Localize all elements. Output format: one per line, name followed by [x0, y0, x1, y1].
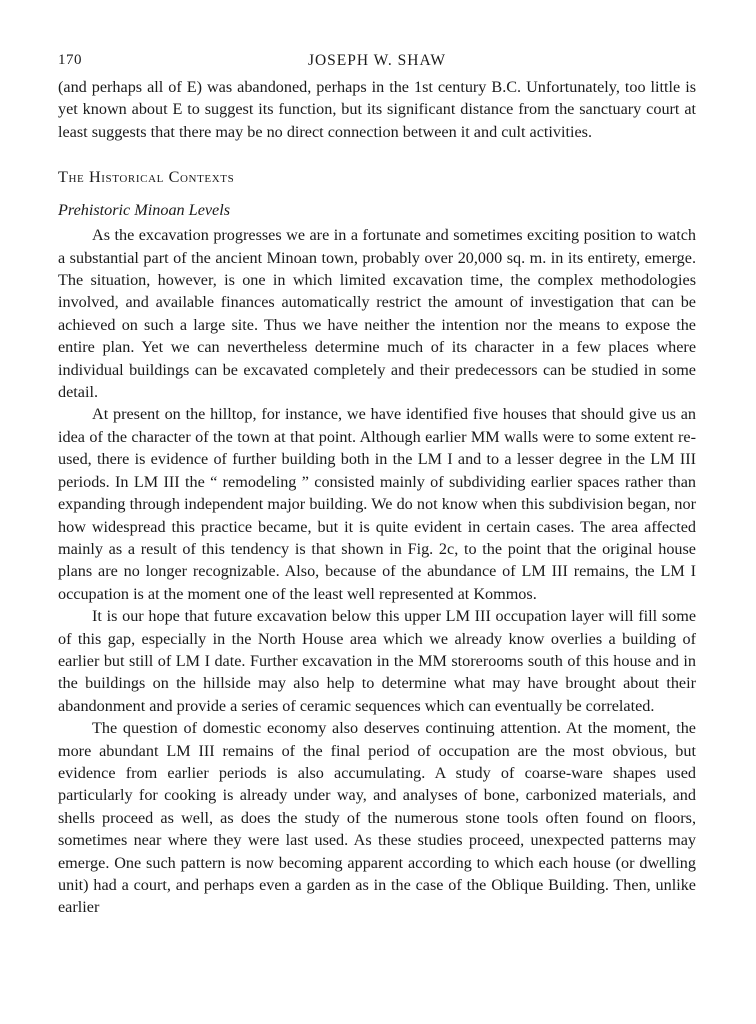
- paragraph: As the excavation progresses we are in a fortunate and sometimes exciting position to watch a substantial part of the ancient Minoan town, probably over 20,000 sq. m. in its entirety, emerge. The situation, however, is one in which limited excavation time, the complex methodologies involved, and available finances automatically restrict the amount of investigation that can be achieved on such a large site. Thus we have neither the intention nor the means to expose the entire plan. Yet we can nevertheless determine much of its character in a few places where individual buildings can be excavated completely and their predecessors can be studied in some detail.: [58, 226, 696, 402]
- page: [58, 50, 696, 919]
- body-text: [58, 76, 696, 919]
- paragraph-continued: (and perhaps all of E) was abandoned, perhaps in the 1st century B.C. Unfortunately, too little is yet known about E to suggest its function, but its significant distance from the sanctuary court at least suggests that there may be no direct connection between it and cult activities.: [58, 78, 696, 141]
- running-title-author: JOSEPH W. SHAW: [307, 52, 447, 69]
- paragraph: At present on the hilltop, for instance, we have identified five houses that should give us an idea of the character of the town at that point. Although earlier MM walls were to some extent re-used, there is evidence of further building both in the LM I and to a lesser degree in the LM III periods. In LM III the “ remodeling ” consisted mainly of subdividing earlier spaces rather than expanding through independent major building. We do not know when this subdivision began, nor how widespread this practice became, but it is quite evident in certain cases. The area affected mainly as a result of this tendency is that shown in Fig. 2c, to the point that the original house plans are no longer recognizable. Also, because of the abundance of LM III remains, the LM I occupation is at the moment one of the least well represented at Kommos.: [58, 405, 696, 603]
- running-head: [58, 50, 696, 76]
- paragraph: The question of domestic economy also deserves continuing attention. At the moment, the more abundant LM III remains of the final period of occupation are the most obvious, but evidence from earlier periods is also accumulating. A study of coarse-ware shapes used particularly for cooking is already under way, and analyses of bone, carbonized materials, and shells proceed as well, as does the study of the numerous stone tools often found on floors, sometimes near where they were last used. As these studies proceed, unexpected patterns may emerge. One such pattern is now becoming apparent according to which each house (or dwelling unit) had a court, and perhaps even a garden as in the case of the Oblique Building. Then, unlike earlier: [58, 719, 696, 917]
- section-heading: The Historical Contexts: [58, 168, 235, 187]
- subsection-heading: Prehistoric Minoan Levels: [58, 201, 231, 220]
- paragraph: It is our hope that future excavation below this upper LM III occupation layer will fill some of this gap, especially in the North House area which we already know overlies a building of earlier but still of LM I date. Further excavation in the MM storerooms south of this house and in the buildings on the hillside may also help to determine what may have brought about their abandonment and provide a series of ceramic sequences which can eventually be correlated.: [58, 607, 696, 715]
- page-number: 170: [58, 52, 82, 68]
